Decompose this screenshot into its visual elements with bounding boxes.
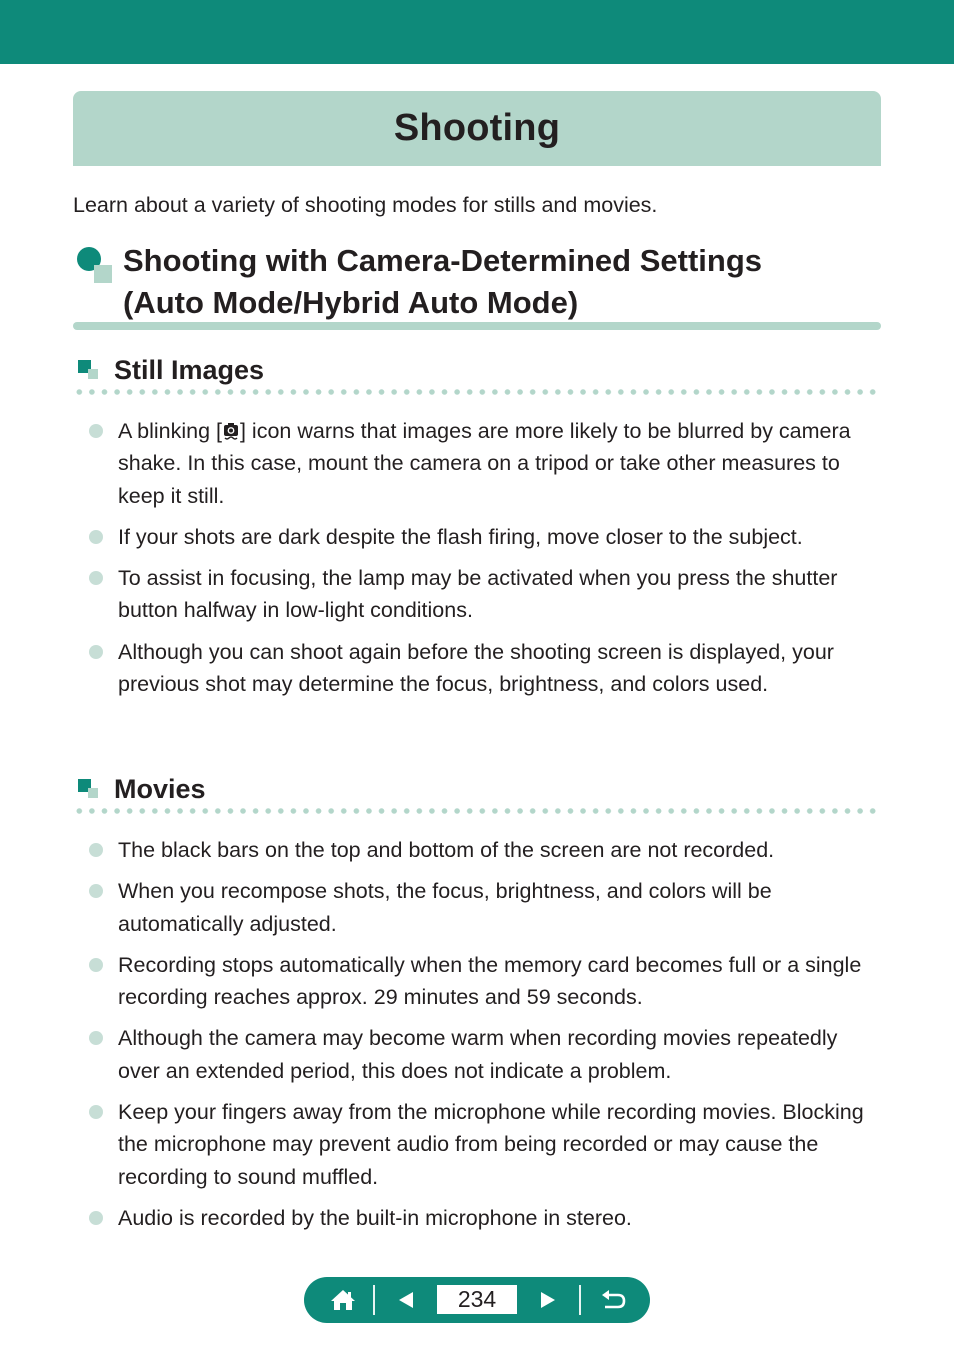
list-item: A blinking [ ] icon warns that images are more likely to be blurred by camera shake. In this case, mount the camera on a tripod or take other measures to keep it still. [73, 415, 881, 512]
bullet-icon [89, 645, 103, 659]
bullet-icon [89, 424, 103, 438]
section-heading [73, 240, 881, 324]
subsection-heading-icon [78, 779, 100, 799]
camera-shake-icon [222, 421, 240, 441]
list-item: Although the camera may become warm when recording movies repeatedly over an extended period, this does not indicate a problem. [73, 1022, 881, 1087]
dotted-divider [73, 389, 881, 395]
list-item: If your shots are dark despite the flash firing, move closer to the subject. [73, 521, 881, 553]
chapter-title-box [73, 91, 881, 166]
bullet-icon [89, 843, 103, 857]
bullet-icon [89, 884, 103, 898]
next-arrow-icon [538, 1290, 558, 1310]
subsection-title-movies: Movies [114, 774, 206, 804]
top-color-bar [0, 0, 954, 64]
subsection-title-still-images: Still Images [114, 355, 265, 385]
section-title-line1: Shooting with Camera-Determined Settings [123, 243, 763, 278]
bullet-icon [89, 530, 103, 544]
nav-separator [373, 1285, 375, 1315]
page-number: 234 [437, 1285, 517, 1314]
movies-list [73, 834, 881, 1243]
chapter-intro: Learn about a variety of shooting modes for stills and movies. [73, 193, 658, 217]
list-item: When you recompose shots, the focus, brightness, and colors will be automatically adjusted. [73, 875, 881, 940]
subsection-heading-movies [73, 773, 881, 805]
bullet-icon [89, 1031, 103, 1045]
next-page-button[interactable] [524, 1277, 572, 1323]
still-images-list [73, 415, 881, 709]
list-item: Keep your fingers away from the microphone while recording movies. Blocking the microphone may prevent audio from being recorded or may cause the recording to sound muffled. [73, 1096, 881, 1193]
section-heading-icon [77, 247, 113, 283]
section-heading-rule [73, 322, 881, 330]
dotted-divider [73, 808, 881, 814]
page-navigation-bar [304, 1277, 650, 1323]
subsection-heading-icon [78, 360, 100, 380]
back-icon [599, 1288, 627, 1312]
subsection-heading-still-images [73, 354, 881, 386]
chapter-title: Shooting [393, 107, 561, 149]
back-button[interactable] [588, 1277, 638, 1323]
previous-page-button[interactable] [382, 1277, 430, 1323]
bullet-icon [89, 1105, 103, 1119]
previous-arrow-icon [396, 1290, 416, 1310]
list-item: To assist in focusing, the lamp may be activated when you press the shutter button halfway in low-light conditions. [73, 562, 881, 627]
list-item: Although you can shoot again before the shooting screen is displayed, your previous shot may determine the focus, brightness, and colors used. [73, 636, 881, 701]
bullet-icon [89, 571, 103, 585]
list-item: Recording stops automatically when the memory card becomes full or a single recording reaches approx. 29 minutes and 59 seconds. [73, 949, 881, 1014]
list-item: The black bars on the top and bottom of the screen are not recorded. [73, 834, 881, 866]
bullet-icon [89, 1211, 103, 1225]
bullet-icon [89, 958, 103, 972]
section-title-line2: (Auto Mode/Hybrid Auto Mode) [123, 285, 579, 320]
nav-separator [579, 1285, 581, 1315]
home-button[interactable] [318, 1277, 368, 1323]
list-item: Audio is recorded by the built-in microphone in stereo. [73, 1202, 881, 1234]
home-icon [329, 1288, 357, 1312]
